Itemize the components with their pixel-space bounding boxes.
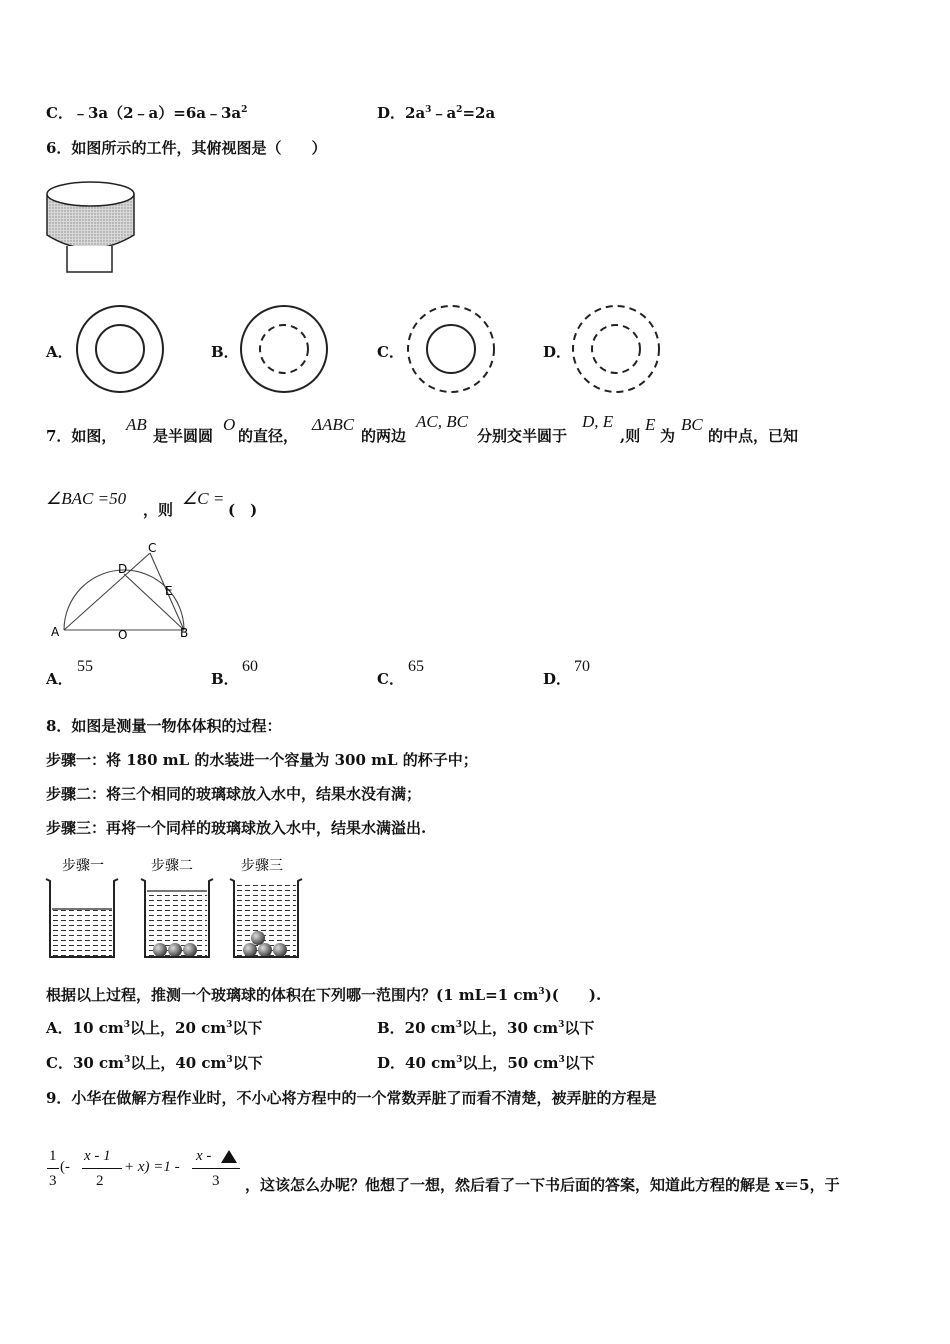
q9-tail: ，这该怎么办呢？他想了一想，然后看了一下书后面的答案，知道此方程的解是 x＝5，于	[245, 1176, 840, 1194]
q6-option-a-figure	[74, 303, 166, 395]
q7-de: D, E	[582, 412, 614, 431]
q8-option-d: D．40 $cm^3$以上，50 $cm^3$以下	[377, 1054, 595, 1072]
eq-three: 3	[49, 1173, 57, 1189]
eq-middle: + x) =1 -	[124, 1159, 180, 1175]
q7-angle-bac: ∠BAC =50	[46, 489, 127, 508]
q7-text-2: 的直径，	[238, 427, 299, 445]
q7-text-6: 为	[660, 427, 676, 445]
q7-text-8: ，则	[143, 501, 174, 519]
fig-label-e: E	[165, 584, 173, 598]
fig-label-d: D	[118, 562, 128, 576]
q7-triangle: ΔABC	[312, 415, 355, 434]
q8-stem: 8．如图是测量一物体体积的过程：	[46, 717, 282, 735]
q8-question: 根据以上过程，推测一个玻璃球的体积在下列哪一范围内？(1 mL=1 $cm^3$)( ).	[46, 986, 602, 1004]
q8-option-c: C．30 $cm^3$以上，40 $cm^3$以下	[46, 1054, 263, 1072]
q7-prefix: 7．如图，	[46, 427, 117, 445]
semicircle-figure	[46, 543, 196, 643]
fig-label-b: B	[180, 626, 189, 640]
q8-option-b: B．20 $cm^3$以上，30 $cm^3$以下	[377, 1019, 595, 1037]
q7-e: E	[645, 415, 656, 434]
q7-option-c-value: 65	[408, 658, 424, 675]
q7-option-b-value: 60	[242, 658, 258, 675]
q7-text-3: 的两边	[361, 427, 407, 445]
eq-numerator-1: x - 1	[84, 1148, 111, 1164]
q5-option-c: C．$﹣3a(2﹣a)=6a﹣3a^2$	[46, 104, 248, 122]
q9-stem: 9．小华在做解方程作业时，不小心将方程中的一个常数弄脏了而看不清楚，被弄脏的方程是	[46, 1089, 657, 1107]
q6-option-d-label: D．	[543, 343, 572, 361]
q7-text-4: 分别交半圆于	[477, 427, 568, 445]
q7-o: O	[223, 415, 236, 434]
eq-numerator-2: x -	[196, 1148, 212, 1164]
eq-lparen: (-	[60, 1159, 70, 1175]
q7-option-c-label: C．	[377, 670, 404, 688]
q7-option-b-label: B．	[211, 670, 239, 688]
q7-option-a-value: 55	[77, 658, 93, 675]
q8-step3: 步骤三：再将一个同样的玻璃球放入水中，结果水满溢出.	[46, 819, 427, 837]
q6-stem: 6．如图所示的工件，其俯视图是（ ）	[46, 139, 327, 157]
smudge-triangle-icon	[220, 1149, 238, 1164]
q7-text-9: ( )	[228, 501, 258, 519]
q7-option-d-label: D．	[543, 670, 572, 688]
beaker-title-2: 步骤二	[151, 858, 193, 874]
q6-option-a-label: A．	[46, 343, 73, 361]
beaker-title-3: 步骤三	[241, 858, 283, 874]
eq-denominator-2: 3	[212, 1173, 220, 1189]
q7-text-1: 是半圆圆	[153, 427, 214, 445]
eq-denominator-1: 2	[96, 1173, 104, 1189]
q7-acbc: AC, BC	[416, 412, 468, 431]
q7-option-d-value: 70	[574, 658, 590, 675]
beakers-figure	[44, 853, 310, 961]
beaker-title-1: 步骤一	[62, 858, 104, 874]
q6-option-b-label: B．	[211, 343, 239, 361]
q6-option-d-figure	[570, 303, 662, 395]
q8-step1: 步骤一：将 180 mL 的水装进一个容量为 300 mL 的杯子中；	[46, 751, 478, 769]
q6-option-c-figure	[405, 303, 497, 395]
q7-option-a-label: A．	[46, 670, 73, 688]
q6-option-b-figure	[238, 303, 330, 395]
q7-text-5: ,则	[620, 427, 641, 445]
q8-step2: 步骤二：将三个相同的玻璃球放入水中，结果水没有满；	[46, 785, 422, 803]
q9-equation	[44, 1146, 244, 1196]
workpiece-figure	[46, 180, 136, 280]
q6-option-c-label: C．	[377, 343, 404, 361]
fig-label-o: O	[118, 628, 128, 642]
q7-angle-c: ∠C =	[182, 489, 225, 508]
fig-label-c: C	[148, 541, 157, 555]
q7-text-7: 的中点，已知	[708, 427, 799, 445]
q5-option-d: D．$2a^3﹣a^2=2a$	[377, 104, 496, 122]
fig-label-a: A	[51, 625, 60, 639]
q7-ab: AB	[126, 415, 147, 434]
eq-one: 1	[49, 1148, 57, 1164]
q8-option-a: A．10 $cm^3$以上，20 $cm^3$以下	[46, 1019, 263, 1037]
q7-bc: BC	[681, 415, 703, 434]
